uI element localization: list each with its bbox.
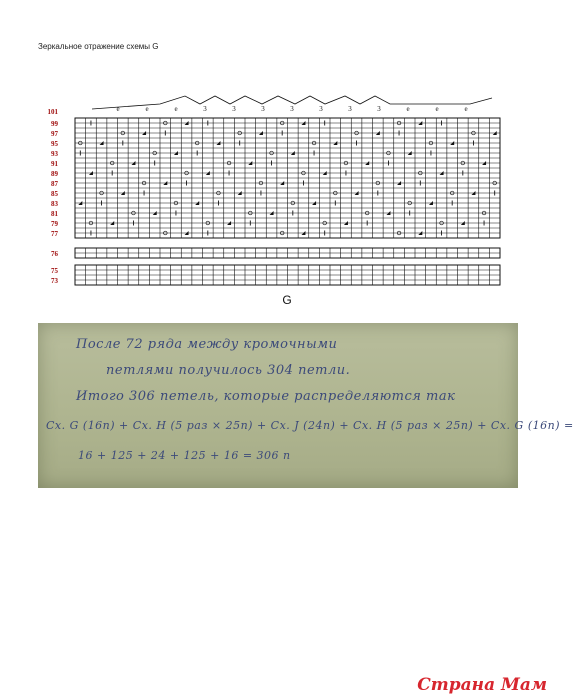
row-number: 97 xyxy=(51,130,58,138)
note-line-2: петлями получилось 304 петли. xyxy=(106,363,351,378)
handwritten-note-photo xyxy=(38,323,574,488)
row-number: 85 xyxy=(51,190,58,198)
row-number: 81 xyxy=(51,210,58,218)
top-mark: 3 xyxy=(319,105,323,113)
note-line-1: После 72 ряда между кромочными xyxy=(76,337,338,352)
row-number: 73 xyxy=(51,277,58,285)
note-line-5: 16 + 125 + 24 + 125 + 16 = 306 п xyxy=(78,449,291,462)
top-mark: 3 xyxy=(377,105,381,113)
chart-caption: Зеркальное отражение схемы G xyxy=(38,42,159,51)
top-mark: 3 xyxy=(261,105,265,113)
note-line-4: Сх. G (16п) + Сх. H (5 раз × 25п) + Сх. J (24п) + Сх. H (5 раз × 25п) + Сх. G (16п) = xyxy=(46,419,574,432)
site-watermark: Страна Мам xyxy=(417,675,547,695)
top-mark: 3 xyxy=(290,105,294,113)
row-number: 77 xyxy=(51,230,58,238)
top-mark: 3 xyxy=(232,105,236,113)
top-mark: e xyxy=(406,105,410,113)
row-number: 99 xyxy=(51,120,58,128)
top-mark: e xyxy=(174,105,178,113)
row-number: 95 xyxy=(51,140,58,148)
note-line-3: Итого 306 петель, которые распределяются так xyxy=(76,389,456,404)
top-mark: e xyxy=(145,105,149,113)
row-number: 83 xyxy=(51,200,58,208)
row-number: 93 xyxy=(51,150,58,158)
top-mark: 3 xyxy=(348,105,352,113)
top-mark: e xyxy=(116,105,120,113)
row-number: 101 xyxy=(47,108,58,116)
top-mark: e xyxy=(464,105,468,113)
row-number: 91 xyxy=(51,160,58,168)
row-number: 76 xyxy=(51,250,58,258)
row-number: 75 xyxy=(51,267,58,275)
row-number: 79 xyxy=(51,220,58,228)
chart-label: G xyxy=(282,293,292,307)
row-number: 89 xyxy=(51,170,58,178)
knitting-chart xyxy=(0,0,555,320)
top-mark: 3 xyxy=(203,105,207,113)
top-mark: e xyxy=(435,105,439,113)
row-number: 87 xyxy=(51,180,58,188)
